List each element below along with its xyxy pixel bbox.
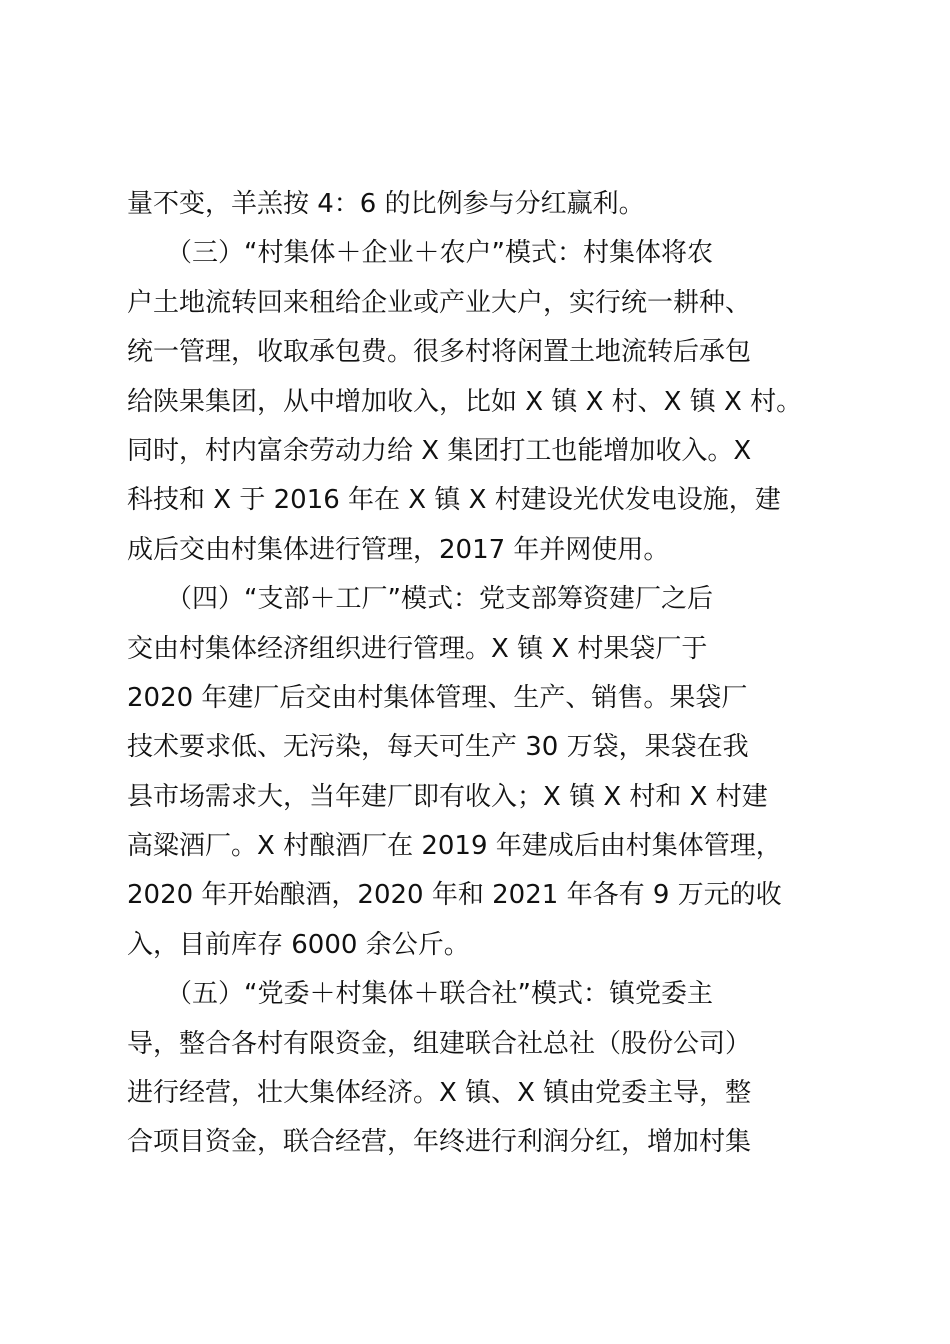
text-line: 技术要求低、无污染，每天可生产 30 万袋，果袋在我: [127, 732, 749, 763]
text-line: （五）“党委＋村集体＋联合社”模式：镇党委主: [127, 979, 713, 1010]
text-line: 户土地流转回来租给企业或产业大户，实行统一耕种、: [127, 287, 752, 318]
text-line: 成后交由村集体进行管理，2017 年并网使用。: [127, 534, 670, 565]
text-line: 进行经营，壮大集体经济。X 镇、X 镇由党委主导，整: [127, 1078, 752, 1109]
text-line: 合项目资金，联合经营，年终进行利润分红，增加村集: [127, 1127, 752, 1158]
text-line: 同时，村内富余劳动力给 X 集团打工也能增加收入。X: [127, 435, 752, 466]
text-line: 科技和 X 于 2016 年在 X 镇 X 村建设光伏发电设施，建: [127, 485, 781, 516]
text-line: 2020 年建厂后交由村集体管理、生产、销售。果袋厂: [127, 682, 748, 713]
text-line: 县市场需求大，当年建厂即有收入；X 镇 X 村和 X 村建: [127, 781, 768, 812]
text-line: 导，整合各村有限资金，组建联合社总社（股份公司）: [127, 1028, 752, 1059]
text-line: （三）“村集体＋企业＋农户”模式：村集体将农: [127, 238, 713, 269]
text-line: 给陕果集团，从中增加收入，比如 X 镇 X 村、X 镇 X 村。: [127, 386, 803, 417]
text-line: 2020 年开始酿酒，2020 年和 2021 年各有 9 万元的收: [127, 880, 782, 911]
text-line: （四）“支部＋工厂”模式：党支部筹资建厂之后: [127, 584, 713, 615]
text-line: 交由村集体经济组织进行管理。X 镇 X 村果袋厂于: [127, 633, 708, 664]
text-line: 量不变，羊羔按 4：6 的比例参与分红赢利。: [127, 189, 645, 219]
body-text: [127, 180, 837, 1168]
text-line: 统一管理，收取承包费。很多村将闲置土地流转后承包: [127, 337, 752, 368]
text-line: 高粱酒厂。X 村酿酒厂在 2019 年建成后由村集体管理，: [127, 831, 782, 862]
text-line: 入，目前库存 6000 余公斤。: [127, 929, 470, 960]
